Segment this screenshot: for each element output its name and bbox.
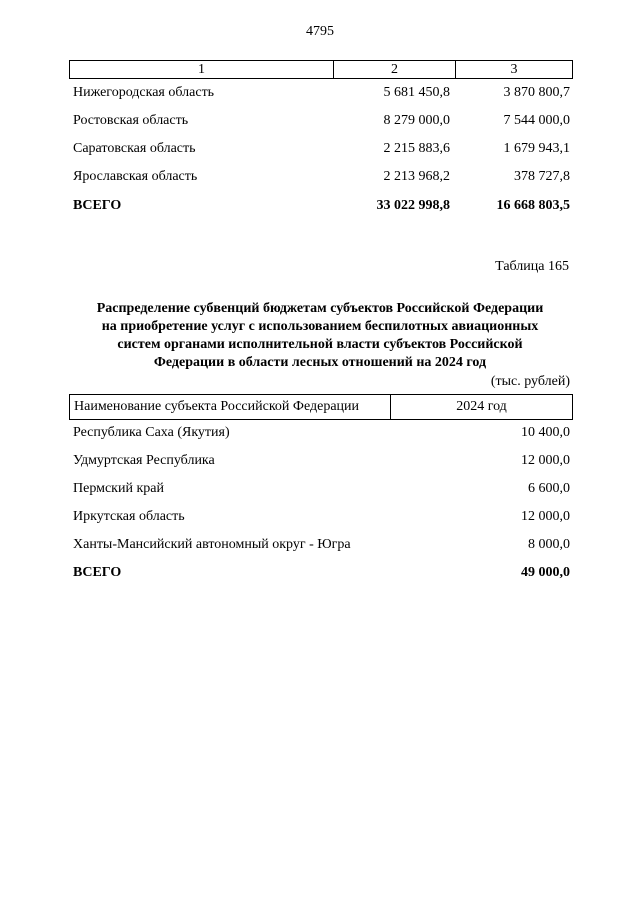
region-name: Ростовская область xyxy=(73,113,189,128)
value-col2: 8 279 000,0 xyxy=(383,113,450,128)
table1-header xyxy=(69,60,573,79)
total-col3: 16 668 803,5 xyxy=(496,198,570,213)
value-col2: 2 213 968,2 xyxy=(383,169,450,184)
value-col2: 5 681 450,8 xyxy=(383,85,450,100)
table1-row xyxy=(73,113,570,131)
value-2024: 12 000,0 xyxy=(521,453,570,468)
total-2024: 49 000,0 xyxy=(521,565,570,580)
table-title-line: Федерации в области лесных отношений на 2024 год xyxy=(153,355,487,370)
table1-header-col2: 2 xyxy=(334,61,456,78)
table-number-label: Таблица 165 xyxy=(495,259,569,274)
value-2024: 12 000,0 xyxy=(521,509,570,524)
table2-header-year: 2024 год xyxy=(456,399,507,414)
region-name: Иркутская область xyxy=(73,509,185,524)
total-col2: 33 022 998,8 xyxy=(376,198,450,213)
region-name: Удмуртская Республика xyxy=(73,453,215,468)
table1-header-col3: 3 xyxy=(510,62,518,77)
value-col3: 3 870 800,7 xyxy=(503,85,570,100)
table2-row xyxy=(73,425,570,443)
table1-row xyxy=(73,169,570,187)
region-name: Саратовская область xyxy=(73,141,196,156)
table-title-line: Распределение субвенций бюджетам субъектов Российской Федерации xyxy=(96,301,544,316)
region-name: Пермский край xyxy=(73,481,164,496)
value-2024: 8 000,0 xyxy=(528,537,570,552)
table-title-line: на приобретение услуг с использованием беспилотных авиационных xyxy=(101,319,539,334)
table1-row xyxy=(73,85,570,103)
region-name: Нижегородская область xyxy=(73,85,215,100)
page-number: 4795 xyxy=(306,24,334,39)
table2-row xyxy=(73,537,570,555)
region-name: Ярославская область xyxy=(73,169,198,184)
region-name: Ханты-Мансийский автономный округ - Югра xyxy=(73,537,351,552)
table-title xyxy=(60,300,580,372)
value-col3: 378 727,8 xyxy=(514,169,570,184)
value-col3: 1 679 943,1 xyxy=(503,141,570,156)
table2-total-row xyxy=(73,565,570,583)
table2-header-name: Наименование субъекта Российской Федерации xyxy=(70,395,391,419)
value-col2: 2 215 883,6 xyxy=(383,141,450,156)
value-col3: 7 544 000,0 xyxy=(503,113,570,128)
region-name: Республика Саха (Якутия) xyxy=(73,425,230,440)
table2-row xyxy=(73,509,570,527)
table2-header xyxy=(69,394,573,420)
unit-label: (тыс. рублей) xyxy=(490,374,570,389)
table1-row xyxy=(73,141,570,159)
value-2024: 10 400,0 xyxy=(521,425,570,440)
total-label: ВСЕГО xyxy=(73,198,122,213)
value-2024: 6 600,0 xyxy=(528,481,570,496)
total-label: ВСЕГО xyxy=(73,565,122,580)
table1-total-row xyxy=(73,198,570,216)
table-title-line: систем органами исполнительной власти субъектов Российской xyxy=(117,337,523,352)
table2-row xyxy=(73,453,570,471)
table1-header-col1: 1 xyxy=(70,61,334,78)
table2-row xyxy=(73,481,570,499)
